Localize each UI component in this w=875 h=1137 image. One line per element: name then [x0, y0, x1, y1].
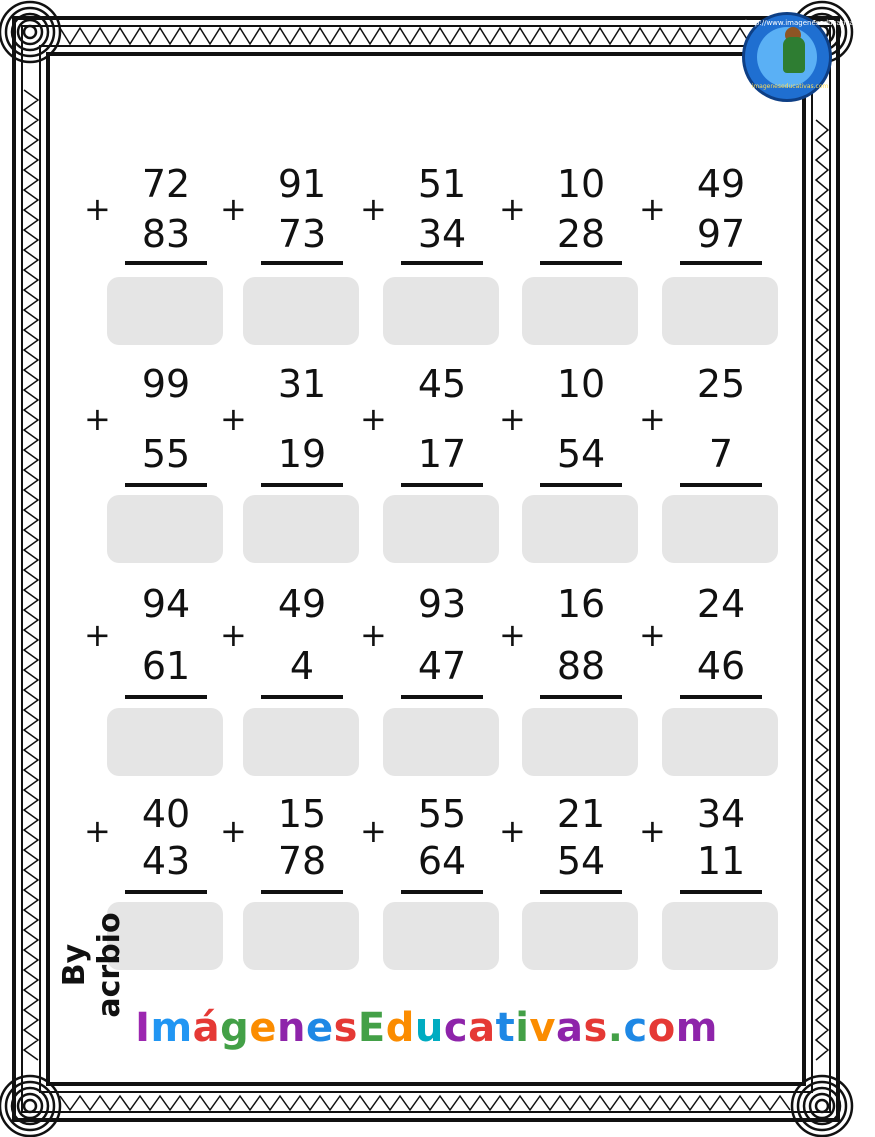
sum-line: [680, 261, 762, 265]
addition-problem: [639, 362, 785, 565]
footer-letter: E: [357, 1005, 386, 1051]
answer-box[interactable]: [107, 708, 223, 776]
plus-sign: +: [499, 190, 526, 228]
site-logo: [742, 12, 875, 102]
addend-top: 49: [277, 582, 327, 626]
footer-letter: g: [220, 1005, 250, 1051]
addend-bottom: 78: [277, 839, 327, 883]
addition-problem: [499, 575, 645, 775]
sum-line: [540, 483, 622, 487]
addend-top: 55: [417, 792, 467, 836]
footer-letter: a: [555, 1005, 584, 1051]
sum-line: [261, 261, 343, 265]
answer-box[interactable]: [107, 495, 223, 563]
plus-sign: +: [499, 400, 526, 438]
plus-sign: +: [499, 616, 526, 654]
addend-top: 40: [141, 792, 191, 836]
footer-letter: t: [495, 1005, 516, 1051]
sum-line: [540, 261, 622, 265]
footer-letter: v: [529, 1005, 556, 1051]
answer-box[interactable]: [662, 902, 778, 970]
footer-letter: o: [647, 1005, 676, 1051]
plus-sign: +: [84, 400, 111, 438]
answer-box[interactable]: [243, 495, 359, 563]
plus-sign: +: [220, 812, 247, 850]
sum-line: [540, 890, 622, 894]
answer-box[interactable]: [383, 277, 499, 345]
addition-problem: [220, 162, 366, 365]
addition-problem: [639, 575, 785, 775]
addend-bottom: 61: [141, 644, 191, 688]
plus-sign: +: [84, 616, 111, 654]
addition-problem: [639, 162, 785, 365]
addend-top: 31: [277, 362, 327, 406]
addend-top: 49: [696, 162, 746, 206]
author-byline: By acrbio: [57, 912, 127, 1018]
plus-sign: +: [639, 616, 666, 654]
answer-box[interactable]: [522, 902, 638, 970]
footer-letter: I: [135, 1005, 151, 1051]
addition-problem: [360, 362, 506, 565]
addend-bottom: 46: [696, 644, 746, 688]
footer-letter: e: [249, 1005, 277, 1051]
addition-problem: [360, 162, 506, 365]
footer-letter: c: [623, 1005, 648, 1051]
addend-bottom: 28: [556, 212, 606, 256]
addend-bottom: 11: [696, 839, 746, 883]
addend-bottom: 43: [141, 839, 191, 883]
addend-bottom: 34: [417, 212, 467, 256]
addition-problem: [360, 575, 506, 775]
addend-top: 25: [696, 362, 746, 406]
sum-line: [261, 483, 343, 487]
addend-bottom: 64: [417, 839, 467, 883]
plus-sign: +: [360, 400, 387, 438]
plus-sign: +: [360, 190, 387, 228]
addition-problem: [499, 780, 645, 980]
sum-line: [401, 261, 483, 265]
addend-top: 93: [417, 582, 467, 626]
footer-letter: d: [385, 1005, 415, 1051]
addend-top: 21: [556, 792, 606, 836]
addition-problem: [499, 162, 645, 365]
plus-sign: +: [360, 616, 387, 654]
addition-problem: [84, 362, 230, 565]
sum-line: [261, 890, 343, 894]
footer-brand: [0, 1005, 853, 1051]
plus-sign: +: [220, 190, 247, 228]
addition-problem: [220, 575, 366, 775]
addition-problem: [499, 362, 645, 565]
addend-top: 51: [417, 162, 467, 206]
footer-letter: a: [468, 1005, 496, 1051]
footer-letter: e: [305, 1005, 334, 1051]
footer-letter: m: [150, 1005, 193, 1051]
answer-box[interactable]: [662, 495, 778, 563]
addend-top: 99: [141, 362, 191, 406]
logo-url: http://www.imageneseducativas.com: [745, 19, 875, 27]
answer-box[interactable]: [383, 495, 499, 563]
addend-bottom: 88: [556, 644, 606, 688]
plus-sign: +: [639, 400, 666, 438]
addend-bottom: 19: [277, 432, 327, 476]
footer-letter: .: [607, 1005, 624, 1051]
plus-sign: +: [499, 812, 526, 850]
plus-sign: +: [84, 812, 111, 850]
answer-box[interactable]: [662, 277, 778, 345]
plus-sign: +: [220, 616, 247, 654]
plus-sign: +: [360, 812, 387, 850]
addition-problem: [84, 780, 230, 980]
addend-bottom: 73: [277, 212, 327, 256]
sum-line: [125, 890, 207, 894]
answer-box[interactable]: [107, 277, 223, 345]
sum-line: [261, 695, 343, 699]
sum-line: [125, 261, 207, 265]
answer-box[interactable]: [243, 708, 359, 776]
sum-line: [680, 890, 762, 894]
sum-line: [540, 695, 622, 699]
addend-bottom: 55: [141, 432, 191, 476]
answer-box[interactable]: [662, 708, 778, 776]
footer-letter: n: [276, 1005, 306, 1051]
answer-box[interactable]: [243, 902, 359, 970]
addend-bottom: 97: [696, 212, 746, 256]
logo-name: imageneseducativas.com: [751, 83, 829, 90]
footer-letter: i: [515, 1005, 530, 1051]
addition-problem: [84, 575, 230, 775]
addition-problem: [220, 780, 366, 980]
addend-top: 24: [696, 582, 746, 626]
addend-top: 10: [556, 362, 606, 406]
addend-top: 45: [417, 362, 467, 406]
answer-box[interactable]: [522, 495, 638, 563]
addition-problem: [639, 780, 785, 980]
addend-top: 72: [141, 162, 191, 206]
answer-box[interactable]: [383, 902, 499, 970]
addend-top: 16: [556, 582, 606, 626]
addend-bottom: 4: [289, 644, 315, 688]
sum-line: [125, 483, 207, 487]
answer-box[interactable]: [243, 277, 359, 345]
footer-letter: á: [192, 1005, 221, 1051]
addend-bottom: 47: [417, 644, 467, 688]
sum-line: [401, 483, 483, 487]
addend-bottom: 54: [556, 432, 606, 476]
footer-letter: c: [443, 1005, 469, 1051]
addend-top: 34: [696, 792, 746, 836]
addend-top: 15: [277, 792, 327, 836]
addend-top: 10: [556, 162, 606, 206]
addend-bottom: 54: [556, 839, 606, 883]
addition-problem: [220, 362, 366, 565]
footer-letter: s: [333, 1005, 358, 1051]
plus-sign: +: [220, 400, 247, 438]
plus-sign: +: [84, 190, 111, 228]
footer-letter: u: [414, 1005, 444, 1051]
sum-line: [125, 695, 207, 699]
answer-box[interactable]: [522, 277, 638, 345]
addition-problem: [360, 780, 506, 980]
addend-top: 94: [141, 582, 191, 626]
addend-bottom: 7: [708, 432, 734, 476]
addend-bottom: 17: [417, 432, 467, 476]
addend-top: 91: [277, 162, 327, 206]
sum-line: [401, 890, 483, 894]
plus-sign: +: [639, 812, 666, 850]
footer-letter: m: [675, 1005, 718, 1051]
sum-line: [401, 695, 483, 699]
plus-sign: +: [639, 190, 666, 228]
answer-box[interactable]: [522, 708, 638, 776]
footer-letter: s: [583, 1005, 608, 1051]
addition-problem: [84, 162, 230, 365]
sum-line: [680, 695, 762, 699]
addend-bottom: 83: [141, 212, 191, 256]
answer-box[interactable]: [383, 708, 499, 776]
sum-line: [680, 483, 762, 487]
